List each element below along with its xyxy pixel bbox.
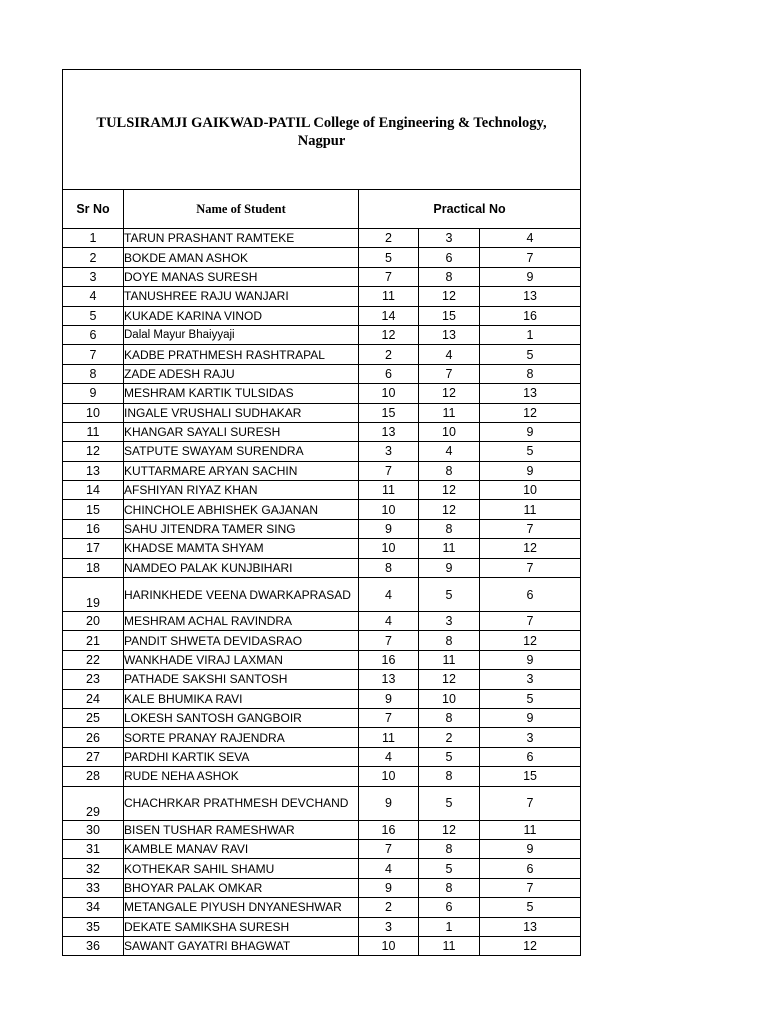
practical-no-cell: 13 — [359, 670, 419, 689]
table-row — [63, 306, 581, 325]
practical-no-cell: 2 — [359, 898, 419, 917]
sr-no-cell: 21 — [63, 631, 124, 650]
table-row — [63, 364, 581, 383]
practical-no-cell: 9 — [359, 786, 419, 820]
table-row — [63, 558, 581, 577]
practical-no-cell: 4 — [480, 229, 581, 248]
sr-no-cell: 19 — [63, 578, 124, 612]
practical-no-cell: 5 — [480, 345, 581, 364]
practical-no-cell: 9 — [480, 267, 581, 286]
practical-no-cell: 5 — [419, 578, 480, 612]
practical-no-cell: 5 — [480, 898, 581, 917]
practical-no-cell: 7 — [480, 786, 581, 820]
sr-no-cell: 25 — [63, 708, 124, 727]
student-name-cell: BOKDE AMAN ASHOK — [124, 248, 359, 267]
practical-no-cell: 8 — [419, 519, 480, 538]
sr-no-cell: 11 — [63, 422, 124, 441]
sr-no-cell: 27 — [63, 747, 124, 766]
practical-no-cell: 11 — [419, 936, 480, 955]
table-row — [63, 839, 581, 858]
student-name-cell: SATPUTE SWAYAM SURENDRA — [124, 442, 359, 461]
sr-no-cell: 34 — [63, 898, 124, 917]
student-name-cell: CHINCHOLE ABHISHEK GAJANAN — [124, 500, 359, 519]
sr-no-cell: 7 — [63, 345, 124, 364]
practical-no-cell: 3 — [419, 229, 480, 248]
practical-no-cell: 11 — [480, 820, 581, 839]
student-name-cell: DOYE MANAS SURESH — [124, 267, 359, 286]
sr-no-header: Sr No — [63, 190, 124, 229]
table-row — [63, 631, 581, 650]
practical-no-cell: 5 — [359, 248, 419, 267]
practical-no-cell: 8 — [359, 558, 419, 577]
table-row — [63, 248, 581, 267]
practical-no-cell: 8 — [419, 767, 480, 786]
practical-no-cell: 6 — [480, 747, 581, 766]
sr-no-cell: 28 — [63, 767, 124, 786]
college-title — [63, 70, 581, 190]
sr-no-cell: 23 — [63, 670, 124, 689]
student-name-cell: KOTHEKAR SAHIL SHAMU — [124, 859, 359, 878]
practical-no-cell: 11 — [419, 650, 480, 669]
practical-no-cell: 15 — [359, 403, 419, 422]
practical-no-cell: 13 — [359, 422, 419, 441]
practical-no-cell: 6 — [419, 898, 480, 917]
table-row — [63, 267, 581, 286]
student-rows — [63, 229, 581, 956]
student-name-cell: RUDE NEHA ASHOK — [124, 767, 359, 786]
practical-no-cell: 10 — [359, 936, 419, 955]
practical-no-cell: 9 — [359, 689, 419, 708]
student-name-cell: SAWANT GAYATRI BHAGWAT — [124, 936, 359, 955]
sr-no-cell: 24 — [63, 689, 124, 708]
column-header-row — [63, 190, 581, 229]
table-row — [63, 461, 581, 480]
sr-no-cell: 1 — [63, 229, 124, 248]
sr-no-cell: 12 — [63, 442, 124, 461]
practical-no-cell: 6 — [480, 578, 581, 612]
sr-no-cell: 10 — [63, 403, 124, 422]
practical-no-cell: 12 — [419, 820, 480, 839]
table-row — [63, 728, 581, 747]
practical-no-cell: 13 — [480, 917, 581, 936]
practical-no-cell: 4 — [359, 578, 419, 612]
practical-no-cell: 2 — [359, 229, 419, 248]
practical-no-cell: 7 — [480, 519, 581, 538]
practical-no-cell: 10 — [480, 481, 581, 500]
practical-no-cell: 11 — [359, 287, 419, 306]
practical-no-cell: 7 — [359, 461, 419, 480]
table-row — [63, 384, 581, 403]
practical-no-cell: 4 — [419, 345, 480, 364]
practical-no-cell: 9 — [480, 708, 581, 727]
sr-no-cell: 30 — [63, 820, 124, 839]
practical-no-cell: 10 — [419, 422, 480, 441]
practical-no-cell: 12 — [480, 539, 581, 558]
sr-no-cell: 31 — [63, 839, 124, 858]
practical-no-cell: 13 — [480, 384, 581, 403]
practical-no-cell: 8 — [419, 267, 480, 286]
sr-no-cell: 29 — [63, 786, 124, 820]
practical-no-cell: 12 — [359, 325, 419, 344]
table-row — [63, 708, 581, 727]
practical-no-cell: 10 — [359, 539, 419, 558]
table-row — [63, 786, 581, 820]
table-row — [63, 878, 581, 897]
table-row — [63, 650, 581, 669]
practical-no-cell: 15 — [419, 306, 480, 325]
practical-no-cell: 5 — [480, 689, 581, 708]
practical-no-cell: 1 — [480, 325, 581, 344]
practical-no-cell: 7 — [480, 612, 581, 631]
practical-no-cell: 4 — [419, 442, 480, 461]
student-name-cell: KADBE PRATHMESH RASHTRAPAL — [124, 345, 359, 364]
practical-no-cell: 1 — [419, 917, 480, 936]
practical-no-cell: 8 — [419, 631, 480, 650]
practical-no-cell: 5 — [480, 442, 581, 461]
practical-no-cell: 7 — [359, 839, 419, 858]
sr-no-cell: 8 — [63, 364, 124, 383]
practical-no-cell: 9 — [419, 558, 480, 577]
table-row — [63, 442, 581, 461]
table-row — [63, 578, 581, 612]
practical-no-header: Practical No — [359, 190, 581, 229]
practical-no-cell: 12 — [419, 481, 480, 500]
practical-no-cell: 11 — [359, 481, 419, 500]
sr-no-cell: 17 — [63, 539, 124, 558]
table-row — [63, 325, 581, 344]
practical-no-cell: 9 — [359, 519, 419, 538]
student-name-cell: BISEN TUSHAR RAMESHWAR — [124, 820, 359, 839]
practical-no-cell: 16 — [359, 820, 419, 839]
table-row — [63, 539, 581, 558]
table-row — [63, 689, 581, 708]
practical-no-cell: 5 — [419, 747, 480, 766]
student-name-cell: MESHRAM ACHAL RAVINDRA — [124, 612, 359, 631]
table-row — [63, 917, 581, 936]
practical-no-cell: 7 — [359, 267, 419, 286]
student-name-cell: ZADE ADESH RAJU — [124, 364, 359, 383]
practical-no-cell: 2 — [419, 728, 480, 747]
practical-no-cell: 12 — [419, 670, 480, 689]
sr-no-cell: 9 — [63, 384, 124, 403]
practical-no-cell: 7 — [359, 708, 419, 727]
table-row — [63, 519, 581, 538]
practical-no-cell: 7 — [359, 631, 419, 650]
student-name-cell: BHOYAR PALAK OMKAR — [124, 878, 359, 897]
practical-no-cell: 4 — [359, 747, 419, 766]
practical-no-cell: 7 — [480, 878, 581, 897]
practical-no-cell: 11 — [419, 539, 480, 558]
table-row — [63, 612, 581, 631]
student-name-cell: HARINKHEDE VEENA DWARKAPRASAD — [124, 578, 359, 612]
college-title-line2: Nagpur — [297, 132, 346, 149]
student-name-cell: KHADSE MAMTA SHYAM — [124, 539, 359, 558]
practical-no-cell: 10 — [419, 689, 480, 708]
practical-no-cell: 8 — [419, 461, 480, 480]
sr-no-cell: 32 — [63, 859, 124, 878]
sr-no-cell: 4 — [63, 287, 124, 306]
sr-no-cell: 20 — [63, 612, 124, 631]
sr-no-cell: 26 — [63, 728, 124, 747]
table-row — [63, 500, 581, 519]
practical-no-cell: 9 — [480, 839, 581, 858]
table-row — [63, 747, 581, 766]
sr-no-cell: 22 — [63, 650, 124, 669]
practical-no-cell: 3 — [359, 917, 419, 936]
practical-no-cell: 12 — [419, 384, 480, 403]
sr-no-cell: 13 — [63, 461, 124, 480]
student-name-header: Name of Student — [124, 190, 359, 229]
practical-no-cell: 14 — [359, 306, 419, 325]
practical-no-cell: 5 — [419, 786, 480, 820]
practical-no-cell: 15 — [480, 767, 581, 786]
student-name-cell: KUKADE KARINA VINOD — [124, 306, 359, 325]
student-name-cell: SORTE PRANAY RAJENDRA — [124, 728, 359, 747]
practical-no-cell: 8 — [419, 839, 480, 858]
student-name-cell: KAMBLE MANAV RAVI — [124, 839, 359, 858]
practical-no-cell: 8 — [419, 878, 480, 897]
practical-no-cell: 3 — [480, 728, 581, 747]
practical-no-cell: 13 — [480, 287, 581, 306]
table-row — [63, 898, 581, 917]
table-row — [63, 345, 581, 364]
practical-no-cell: 11 — [419, 403, 480, 422]
student-name-cell: KHANGAR SAYALI SURESH — [124, 422, 359, 441]
table-row — [63, 670, 581, 689]
practical-no-cell: 8 — [480, 364, 581, 383]
sr-no-cell: 14 — [63, 481, 124, 500]
practical-no-cell: 10 — [359, 767, 419, 786]
practical-no-cell: 6 — [359, 364, 419, 383]
student-practical-table — [62, 69, 581, 956]
table-row — [63, 481, 581, 500]
practical-no-cell: 11 — [480, 500, 581, 519]
practical-no-cell: 12 — [480, 936, 581, 955]
student-name-cell: PARDHI KARTIK SEVA — [124, 747, 359, 766]
practical-no-cell: 7 — [480, 558, 581, 577]
practical-no-cell: 3 — [480, 670, 581, 689]
student-name-cell: TARUN PRASHANT RAMTEKE — [124, 229, 359, 248]
practical-no-cell: 12 — [419, 287, 480, 306]
practical-no-cell: 6 — [480, 859, 581, 878]
student-name-cell: INGALE VRUSHALI SUDHAKAR — [124, 403, 359, 422]
student-name-cell: WANKHADE VIRAJ LAXMAN — [124, 650, 359, 669]
practical-no-cell: 16 — [480, 306, 581, 325]
sr-no-cell: 36 — [63, 936, 124, 955]
table-row — [63, 403, 581, 422]
table-row — [63, 936, 581, 955]
table-row — [63, 767, 581, 786]
practical-no-cell: 3 — [359, 442, 419, 461]
practical-no-cell: 8 — [419, 708, 480, 727]
table-row — [63, 229, 581, 248]
student-name-cell: DEKATE SAMIKSHA SURESH — [124, 917, 359, 936]
sr-no-cell: 2 — [63, 248, 124, 267]
student-name-cell: TANUSHREE RAJU WANJARI — [124, 287, 359, 306]
college-title-line1: TULSIRAMJI GAIKWAD-PATIL College of Engineering & Technology, — [96, 114, 547, 131]
practical-no-cell: 6 — [419, 248, 480, 267]
practical-no-cell: 13 — [419, 325, 480, 344]
practical-no-cell: 5 — [419, 859, 480, 878]
sr-no-cell: 33 — [63, 878, 124, 897]
table-row — [63, 287, 581, 306]
practical-no-cell: 12 — [480, 403, 581, 422]
sr-no-cell: 35 — [63, 917, 124, 936]
sr-no-cell: 18 — [63, 558, 124, 577]
student-name-cell: SAHU JITENDRA TAMER SING — [124, 519, 359, 538]
student-name-cell: MESHRAM KARTIK TULSIDAS — [124, 384, 359, 403]
sr-no-cell: 3 — [63, 267, 124, 286]
student-name-cell: KUTTARMARE ARYAN SACHIN — [124, 461, 359, 480]
student-name-cell: LOKESH SANTOSH GANGBOIR — [124, 708, 359, 727]
sr-no-cell: 15 — [63, 500, 124, 519]
practical-no-cell: 16 — [359, 650, 419, 669]
practical-no-cell: 9 — [480, 461, 581, 480]
sr-no-cell: 16 — [63, 519, 124, 538]
student-name-cell: PANDIT SHWETA DEVIDASRAO — [124, 631, 359, 650]
sr-no-cell: 6 — [63, 325, 124, 344]
practical-no-cell: 4 — [359, 612, 419, 631]
student-name-cell: CHACHRKAR PRATHMESH DEVCHAND — [124, 786, 359, 820]
table-row — [63, 859, 581, 878]
practical-no-cell: 3 — [419, 612, 480, 631]
practical-no-cell: 12 — [480, 631, 581, 650]
practical-no-cell: 7 — [480, 248, 581, 267]
sr-no-cell: 5 — [63, 306, 124, 325]
student-name-cell: METANGALE PIYUSH DNYANESHWAR — [124, 898, 359, 917]
student-name-cell: Dalal Mayur Bhaiyyaji — [124, 325, 359, 344]
table-row — [63, 422, 581, 441]
practical-no-cell: 9 — [480, 422, 581, 441]
practical-no-cell: 4 — [359, 859, 419, 878]
student-name-cell: PATHADE SAKSHI SANTOSH — [124, 670, 359, 689]
practical-no-cell: 12 — [419, 500, 480, 519]
student-name-cell: NAMDEO PALAK KUNJBIHARI — [124, 558, 359, 577]
practical-no-cell: 9 — [480, 650, 581, 669]
table-row — [63, 820, 581, 839]
practical-no-cell: 11 — [359, 728, 419, 747]
practical-no-cell: 7 — [419, 364, 480, 383]
practical-no-cell: 9 — [359, 878, 419, 897]
student-name-cell: KALE BHUMIKA RAVI — [124, 689, 359, 708]
practical-no-cell: 10 — [359, 384, 419, 403]
practical-no-cell: 10 — [359, 500, 419, 519]
student-name-cell: AFSHIYAN RIYAZ KHAN — [124, 481, 359, 500]
practical-no-cell: 2 — [359, 345, 419, 364]
